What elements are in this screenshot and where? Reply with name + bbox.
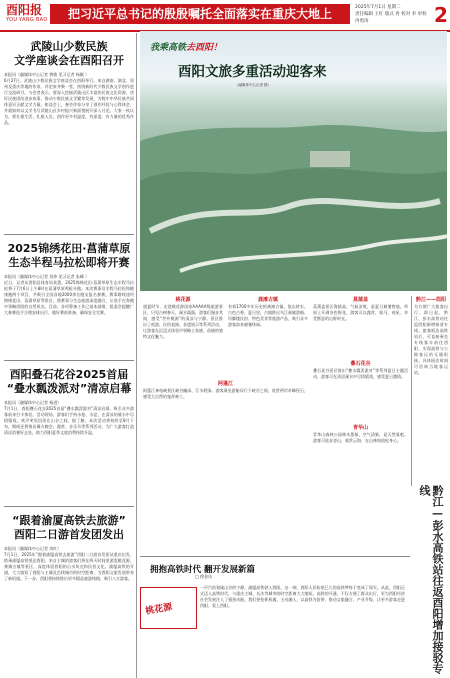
column-divider — [136, 33, 137, 678]
hero-credit: （融媒体中心记者 摄） — [235, 83, 272, 87]
block-heading: 青华山 — [352, 425, 368, 431]
far-right-column — [414, 296, 448, 484]
right-block-3 — [313, 424, 408, 492]
block-body: 阿蓬江神龟峡景区峡谷幽深、江水碧绿。游客乘坐游船穿行于峡谷之间，欣赏两岸奇峰怪石，感受大自然的鬼斧神工。 — [143, 388, 308, 399]
block-heading: 叠石花谷 — [350, 361, 371, 367]
article-2 — [4, 242, 134, 352]
article-title: 武陵山少数民族 — [30, 40, 108, 53]
article-3 — [4, 368, 134, 502]
logo-en: YOU YANG BAO — [6, 17, 48, 23]
logo-cn: 酉阳报 — [6, 3, 43, 17]
article-byline: 本报讯（融媒体中心记者 杨进） — [4, 400, 62, 405]
block-body: 叠石花谷景区推出“叠水瓢泼派对”等系列夏日主题活动，游客可在清凉溪水中尽情嬉戏，感受夏日激情。 — [313, 368, 408, 379]
issue-editors: 责任编辑 王红 版式 冉 校对 李 审校 冉勇涛 — [355, 12, 427, 24]
right-block-1 — [313, 296, 408, 356]
article-title: 酉阳二日游首发团发出 — [14, 528, 124, 541]
vertical-headline: 黔江—彭水高铁站往返酉阳增加接驳专线 — [418, 485, 444, 674]
block-body: 为方便广大旅客出行，即日起，黔江、彭水高铁站往返酉阳新增接驳专线。旅客抵达高铁站后，可直接乘坐专线客车前往酉阳，实现高铁与公路客运的无缝衔接。具体班次时间可咨询当地客运站。 — [414, 304, 448, 375]
article-body: 6月27日，武陵山少数民族文学座谈会在酉阳举行。来自湖南、湖北、贵州及重庆等地的作家、评论家齐聚一堂，围绕新时代少数民族文学创作进行交流研讨。与会者表示，要深入挖掘武陵山区丰富的民族文化资源，讲好民族团结进步故事，推动少数民族文学繁荣发展，为铸牢中华民族共同体意识贡献文学力量。座谈会上，参会作家分享了创作经验与心得体会，并就如何以文学书写武陵山区乡村振兴新面貌展开深入讨论。大家一致认为，要扎根生活、扎根人民，创作更多有温度、有深度、有力量的优秀作品。 — [4, 78, 134, 125]
block-body: 盛夏时节，走进桃花源国家AAAAA级旅游景区，只见古树参天、溪水潺潺，游客们漫步其间，感受“世外桃源”的清凉与宁静。景区推出了夜游、民俗表演、非遗展示等系列活动，让游客在沉浸式体验中领略土家族、苗族的独特文化魅力。 — [143, 304, 223, 339]
banner-headline: 把习近平总书记的殷殷嘱托全面落实在重庆大地上 — [50, 4, 350, 24]
masthead — [0, 0, 450, 32]
article-title: “跟着渝厦高铁去旅游” — [12, 514, 126, 527]
article-4 — [4, 514, 134, 670]
article-body: 7月1日，酉阳叠石花谷2025首届“叠水瓢泼派对”清凉启幕，吸引众多游客前来打卡体验。活动现场，游客们手持水枪、水盆，在清凉的溪水中尽情嬉戏，欢声笑语回荡在山谷之间。据了解，本次活动将持续至8月下旬，期间还将推出篝火晚会、露营、音乐节等系列活动，为广大游客打造清凉消暑好去处，助力酉阳夏季文旅消费持续升温。 — [4, 406, 134, 435]
hero-kicker — [150, 40, 222, 53]
block-heading: 阿蓬江 — [217, 381, 233, 387]
article-body: 7月1日，2025年“跟着渝厦高铁去旅游”酉阳二日游首发团从重庆出发，搭乘渝厦高铁抵达酉阳。来自主城的游客们将在两天时间里游览桃花源、龚滩古镇等景区，深度体验酉阳的山水风光和民俗文化。渝厦高铁的开通，大大缩短了酉阳与主城及沿线城市的时空距离，为酉阳文旅发展带来了新机遇。下一步，酉阳将持续推出更多精品旅游线路，吸引八方游客。 — [4, 552, 134, 581]
article-title: 2025锦绣花田·菖蒲草原 — [7, 242, 131, 255]
feature-title: 拥抱高铁时代 翻开发展新篇 — [150, 565, 255, 575]
issue-info — [355, 4, 431, 25]
right-block-2 — [313, 360, 408, 420]
article-divider — [4, 234, 134, 235]
issue-date: 2025年7月1日 星期二 — [355, 5, 401, 10]
block-heading: 桃花源 — [175, 297, 191, 303]
center-block-1 — [143, 296, 223, 374]
section-divider — [140, 556, 410, 557]
block-heading: 菖蒲盖 — [352, 297, 368, 303]
page-number: 2 — [434, 3, 448, 27]
feature-author: □ 徐金凤 — [195, 574, 213, 579]
hero-title: 酉阳文旅多重活动迎客来 — [178, 64, 327, 80]
kicker-prefix: 我乘高铁 — [150, 43, 187, 53]
article-byline: 本报讯（融媒体中心记者 曾敏 见习记者 杨颖 ） — [4, 72, 90, 77]
article-divider — [4, 360, 134, 361]
article-title: “叠水瓢泼派对”清凉启幕 — [6, 382, 132, 395]
article-title: 酉阳叠石花谷2025首届 — [9, 368, 129, 381]
block-heading: 龚滩古镇 — [257, 297, 278, 303]
block-body: 青华山森林公园林木葱郁、空气清新，是天然氧吧。游客可徒步登山、观赏云海，在山林间放松身心。 — [313, 432, 408, 443]
block-body: 菖蒲盖景区海拔高、气候凉爽，是夏日避暑胜地。草原上开满各色野花，游客可以露营、骑马、观星，享受惬意的山野时光。 — [313, 304, 408, 321]
article-byline: 本报讯（融媒体中心记者 冉红） — [4, 546, 62, 551]
newspaper-logo — [6, 3, 48, 27]
article-divider — [4, 506, 134, 507]
kicker-suffix: 去酉阳！ — [186, 43, 223, 53]
block-heading: 黔江——酉阳 — [415, 297, 446, 303]
feature-stamp — [140, 587, 197, 629]
center-block-3 — [143, 380, 308, 498]
center-block-2 — [228, 296, 308, 374]
article-byline: 本报讯（融媒体中心记者 刘炜 见习记者 朱峰 ） — [4, 274, 90, 279]
column-divider — [411, 296, 412, 486]
block-body: 有着1700多年历史的龚滩古镇，依山傍水、古色古香。夏日里，古镇推出乌江画廊游船、吊脚楼民宿、特色美食等旅游产品，吸引众多游客前来避暑休闲。 — [228, 304, 308, 327]
article-body: 近日，记者从酉阳县体育局获悉，2025锦绣花田·菖蒲草原生态半程马拉松将于7月6日上午8时在菖蒲草原鸣枪开跑。本次赛事设半程马拉松和健康跑两个项目，共吸引全国各地2000余名跑友报名参赛。赛事路线途经锦绣花田、菖蒲草原等景区，将赛事与生态旅游深度融合，让选手在奔跑中领略酉阳的自然风光。目前，各项筹备工作已基本就绪，组委会提醒广大参赛选手合理安排出行，做好赛前准备，确保安全完赛。 — [4, 280, 134, 315]
article-title: 生态半程马拉松即将开赛 — [8, 256, 130, 269]
stamp-text: 桃花源 — [144, 602, 174, 617]
feature-body: 一声汽笛划破山谷的宁静，渝厦高铁驶入酉阳。这一刻，酉阳人民盼望已久的高铁梦终于变成了现实。从此，酉阳正式迈入高铁时代，与重庆主城、长沙等城市的时空距离大大缩短。高铁的开通，不仅方便了群众出行，更为酉阳经济社会发展注入了强劲动能。我们要抢抓机遇，主动融入，以高铁为纽带，推动文旅融合、产业升级，让更多游客走进酉阳、爱上酉阳。 — [200, 585, 405, 608]
article-title: 文学座谈会在酉阳召开 — [14, 54, 124, 67]
article-1 — [4, 40, 134, 198]
